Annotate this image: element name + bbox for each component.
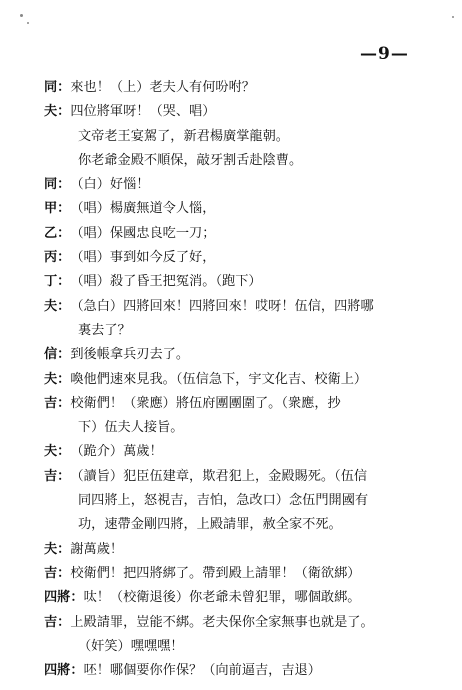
dialogue-text: 校衛們！（衆應）將伍府團團圍了。（衆應，抄 <box>70 395 341 411</box>
script-line <box>44 635 444 659</box>
script-line <box>44 586 444 610</box>
script-line <box>44 513 444 537</box>
scan-speck <box>20 14 23 17</box>
speaker-label: 信： <box>44 347 71 363</box>
speaker-label: 四將： <box>44 663 84 679</box>
script-line <box>44 489 444 513</box>
script-line <box>44 246 444 270</box>
dialogue-text: 裏去了？ <box>78 322 131 338</box>
dialogue-text: （讀旨）犯臣伍建章，欺君犯上，金殿賜死。（伍信 <box>70 468 368 484</box>
script-line <box>44 440 444 464</box>
script-line <box>44 319 444 343</box>
dialogue-text: （急白）四將回來！四將回來！哎呀！伍信，四將哪 <box>70 298 374 314</box>
script-line <box>44 149 444 173</box>
script-line <box>44 197 444 221</box>
speaker-label: 夫： <box>44 298 71 314</box>
script-line <box>44 173 444 197</box>
speaker-label: 乙： <box>44 225 71 241</box>
dialogue-text: 呔！（校衛退後）你老爺未曾犯罪，哪個敢綁。 <box>83 590 361 606</box>
speaker-label: 吉： <box>44 565 71 581</box>
dialogue-text: 喚他們速來見我。（伍信急下，宇文化吉、校衛上） <box>70 371 368 387</box>
script-line <box>44 125 444 149</box>
speaker-label: 同： <box>44 80 71 95</box>
dialogue-text: 四位將軍呀！（哭、唱） <box>70 104 216 120</box>
dialogue-text: （唱）楊廣無道令人惱， <box>70 201 216 217</box>
dialogue-text: 校衛們！把四將綁了。帶到殿上請罪！（衛欲綁） <box>70 565 361 581</box>
dialogue-text: （唱）事到如今反了好， <box>70 250 216 266</box>
script-line <box>44 222 444 246</box>
dialogue-text: 文帝老王宴駕了，新君楊廣掌龍朝。 <box>78 128 289 144</box>
speaker-label: 同： <box>44 177 71 193</box>
scan-speck <box>452 16 454 18</box>
speaker-label: 夫： <box>44 104 71 120</box>
speaker-label: 吉： <box>44 468 71 484</box>
script-line <box>44 659 444 683</box>
dialogue-text: （奸笑）嘿嘿嘿！ <box>78 638 184 654</box>
speaker-label: 甲： <box>44 201 71 217</box>
play-script <box>44 76 444 683</box>
dialogue-text: （跪介）萬歲！ <box>70 444 163 460</box>
dialogue-text: （唱）保國忠良吃一刀； <box>70 225 216 241</box>
dialogue-text: 來也！（上）老夫人有何吩咐？ <box>70 80 255 95</box>
script-line <box>44 465 444 489</box>
dialogue-text: 上殿請罪，豈能不綁。老夫保你全家無事也就是了。 <box>70 614 374 630</box>
speaker-label: 夫： <box>44 541 71 557</box>
dialogue-text: 呸！哪個要你作保？（向前逼吉，吉退） <box>83 663 321 679</box>
dialogue-text: 謝萬歲！ <box>70 541 124 557</box>
script-line <box>44 538 444 562</box>
script-line <box>44 416 444 440</box>
script-line <box>44 76 444 100</box>
script-line <box>44 392 444 416</box>
speaker-label: 吉： <box>44 614 71 630</box>
script-line <box>44 611 444 635</box>
speaker-label: 四將： <box>44 590 84 606</box>
script-line <box>44 295 444 319</box>
speaker-label: 丁： <box>44 274 71 290</box>
dialogue-text: 你老爺金殿不順保，敲牙割舌赴陰曹。 <box>78 152 303 168</box>
dialogue-text: 到後帳拿兵刃去了。 <box>70 347 190 363</box>
dialogue-text: 同四將上，怒視吉，吉怕，急改口）念伍門開國有 <box>78 493 369 509</box>
speaker-label: 丙： <box>44 250 71 266</box>
speaker-label: 夫： <box>44 444 71 460</box>
scan-speck <box>27 22 29 24</box>
speaker-label: 吉： <box>44 395 71 411</box>
script-line <box>44 100 444 124</box>
speaker-label: 夫： <box>44 371 71 387</box>
script-line <box>44 562 444 586</box>
dialogue-text: （唱）殺了昏王把冤消。（跑下） <box>70 274 262 290</box>
script-line <box>44 343 444 367</box>
dialogue-text: 功，速帶金剛四將，上殿請罪，赦全家不死。 <box>78 517 342 533</box>
dialogue-text: （白）好惱！ <box>70 177 150 193</box>
script-line <box>44 270 444 294</box>
page-number: —9— <box>360 44 409 64</box>
dialogue-text: 下）伍夫人接旨。 <box>78 420 184 436</box>
script-line <box>44 368 444 392</box>
